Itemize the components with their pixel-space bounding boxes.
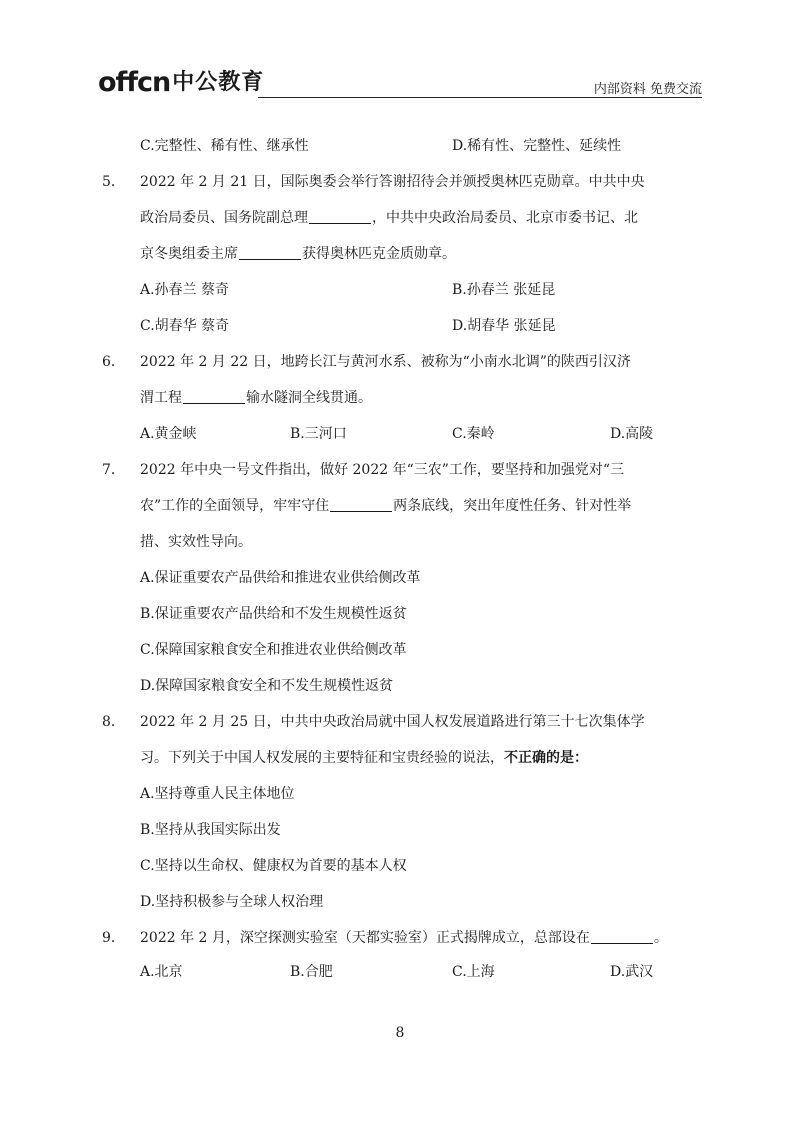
q4-option-d: D.稀有性、完整性、延续性 (452, 138, 622, 154)
q6-option-b: B.三河口 (290, 426, 347, 442)
q7-stem-line1: 2022 年中央一号文件指出，做好 2022 年“三农”工作，要坚持和加强党对“三 (140, 462, 625, 478)
q5-stem-line2-a: 政治局委员、国务院副总理 (140, 210, 308, 226)
q7-number: 7． (102, 462, 125, 478)
q5-stem-line2 (140, 208, 638, 228)
q6-stem-line2-b: 输水隧洞全线贯通。 (246, 390, 372, 406)
q7-stem-line3: 措、实效性导向。 (140, 534, 252, 550)
q5-stem-line3 (140, 244, 456, 264)
q9-option-b: B.合肥 (290, 964, 333, 980)
header-right-text: 内部资料 免费交流 (593, 82, 702, 97)
q7-option-b: B.保证重要农产品供给和不发生规模性返贫 (140, 606, 407, 622)
q8-stem-line2 (140, 748, 588, 768)
q5-option-c: C.胡春华 蔡奇 (140, 318, 230, 334)
q6-option-c: C.秦岭 (452, 426, 495, 442)
logo-latin-text: offcn (98, 67, 171, 98)
q8-option-a: A.坚持尊重人民主体地位 (140, 786, 295, 802)
q7-stem-line2 (140, 496, 631, 516)
q7-stem-line2-b: 两条底线，突出年度性任务、针对性举 (393, 498, 632, 514)
q9-stem-line1-a: 2022 年 2 月，深空探测实验室（天都实验室）正式揭牌成立，总部设在 (140, 930, 590, 946)
q5-stem-line1: 2022 年 2 月 21 日，国际奥委会举行答谢招待会并颁授奥林匹克勋章。中共中央 (140, 174, 645, 190)
q8-number: 8． (102, 714, 125, 730)
q5-stem-line2-b: ，中共中央政治局委员、北京市委书记、北 (372, 210, 638, 226)
q6-option-a: A.黄金峡 (140, 426, 197, 442)
q5-number: 5． (102, 174, 125, 190)
q7-option-d: D.保障国家粮食安全和不发生规模性返贫 (140, 678, 394, 694)
answer-blank (239, 245, 301, 260)
q9-option-a: A.北京 (140, 964, 183, 980)
page-header (98, 66, 702, 100)
q7-option-a: A.保证重要农产品供给和推进农业供给侧改革 (140, 570, 421, 586)
q4-option-c: C.完整性、稀有性、继承性 (140, 138, 309, 154)
q6-stem-line2 (140, 388, 372, 408)
q9-option-d: D.武汉 (610, 964, 654, 980)
q5-option-d: D.胡春华 张延昆 (452, 318, 556, 334)
q7-stem-line2-a: 农”工作的全面领导，牢牢守住 (140, 498, 330, 514)
q5-stem-line3-a: 京冬奥组委主席 (140, 246, 238, 262)
q8-option-b: B.坚持从我国实际出发 (140, 822, 281, 838)
q5-option-a: A.孙春兰 蔡奇 (140, 282, 230, 298)
page-number: 8 (395, 1025, 405, 1041)
answer-blank (591, 929, 653, 944)
q6-stem-line1: 2022 年 2 月 22 日，地跨长江与黄河水系、被称为“小南水北调”的陕西引汉济 (140, 354, 631, 370)
q8-stem-line1: 2022 年 2 月 25 日，中共中央政治局就中国人权发展道路进行第三十七次集体学 (140, 714, 645, 730)
q5-option-b: B.孙春兰 张延昆 (452, 282, 556, 298)
q8-stem-line2-a: 习。下列关于中国人权发展的主要特征和宝贵经验的说法， (140, 750, 504, 766)
logo-chinese-text: 中公教育 (172, 70, 265, 95)
q7-option-c: C.保障国家粮食安全和推进农业供给侧改革 (140, 642, 407, 658)
header-rule (258, 97, 702, 98)
q9-stem-line1-b: 。 (653, 930, 668, 946)
q8-stem-emphasis: 不正确的是： (504, 750, 588, 766)
q9-number: 9． (102, 930, 125, 946)
q8-option-c: C.坚持以生命权、健康权为首要的基本人权 (140, 858, 407, 874)
q5-stem-line3-b: 获得奥林匹克金质勋章。 (302, 246, 456, 262)
q9-option-c: C.上海 (452, 964, 495, 980)
q9-stem-line1 (140, 928, 668, 948)
answer-blank (330, 497, 392, 512)
answer-blank (183, 389, 245, 404)
offcn-logo (98, 68, 264, 98)
q6-option-d: D.高陵 (610, 426, 654, 442)
q8-option-d: D.坚持积极参与全球人权治理 (140, 894, 324, 910)
q6-stem-line2-a: 渭工程 (140, 390, 182, 406)
answer-blank (309, 209, 371, 224)
q6-number: 6． (102, 354, 125, 370)
